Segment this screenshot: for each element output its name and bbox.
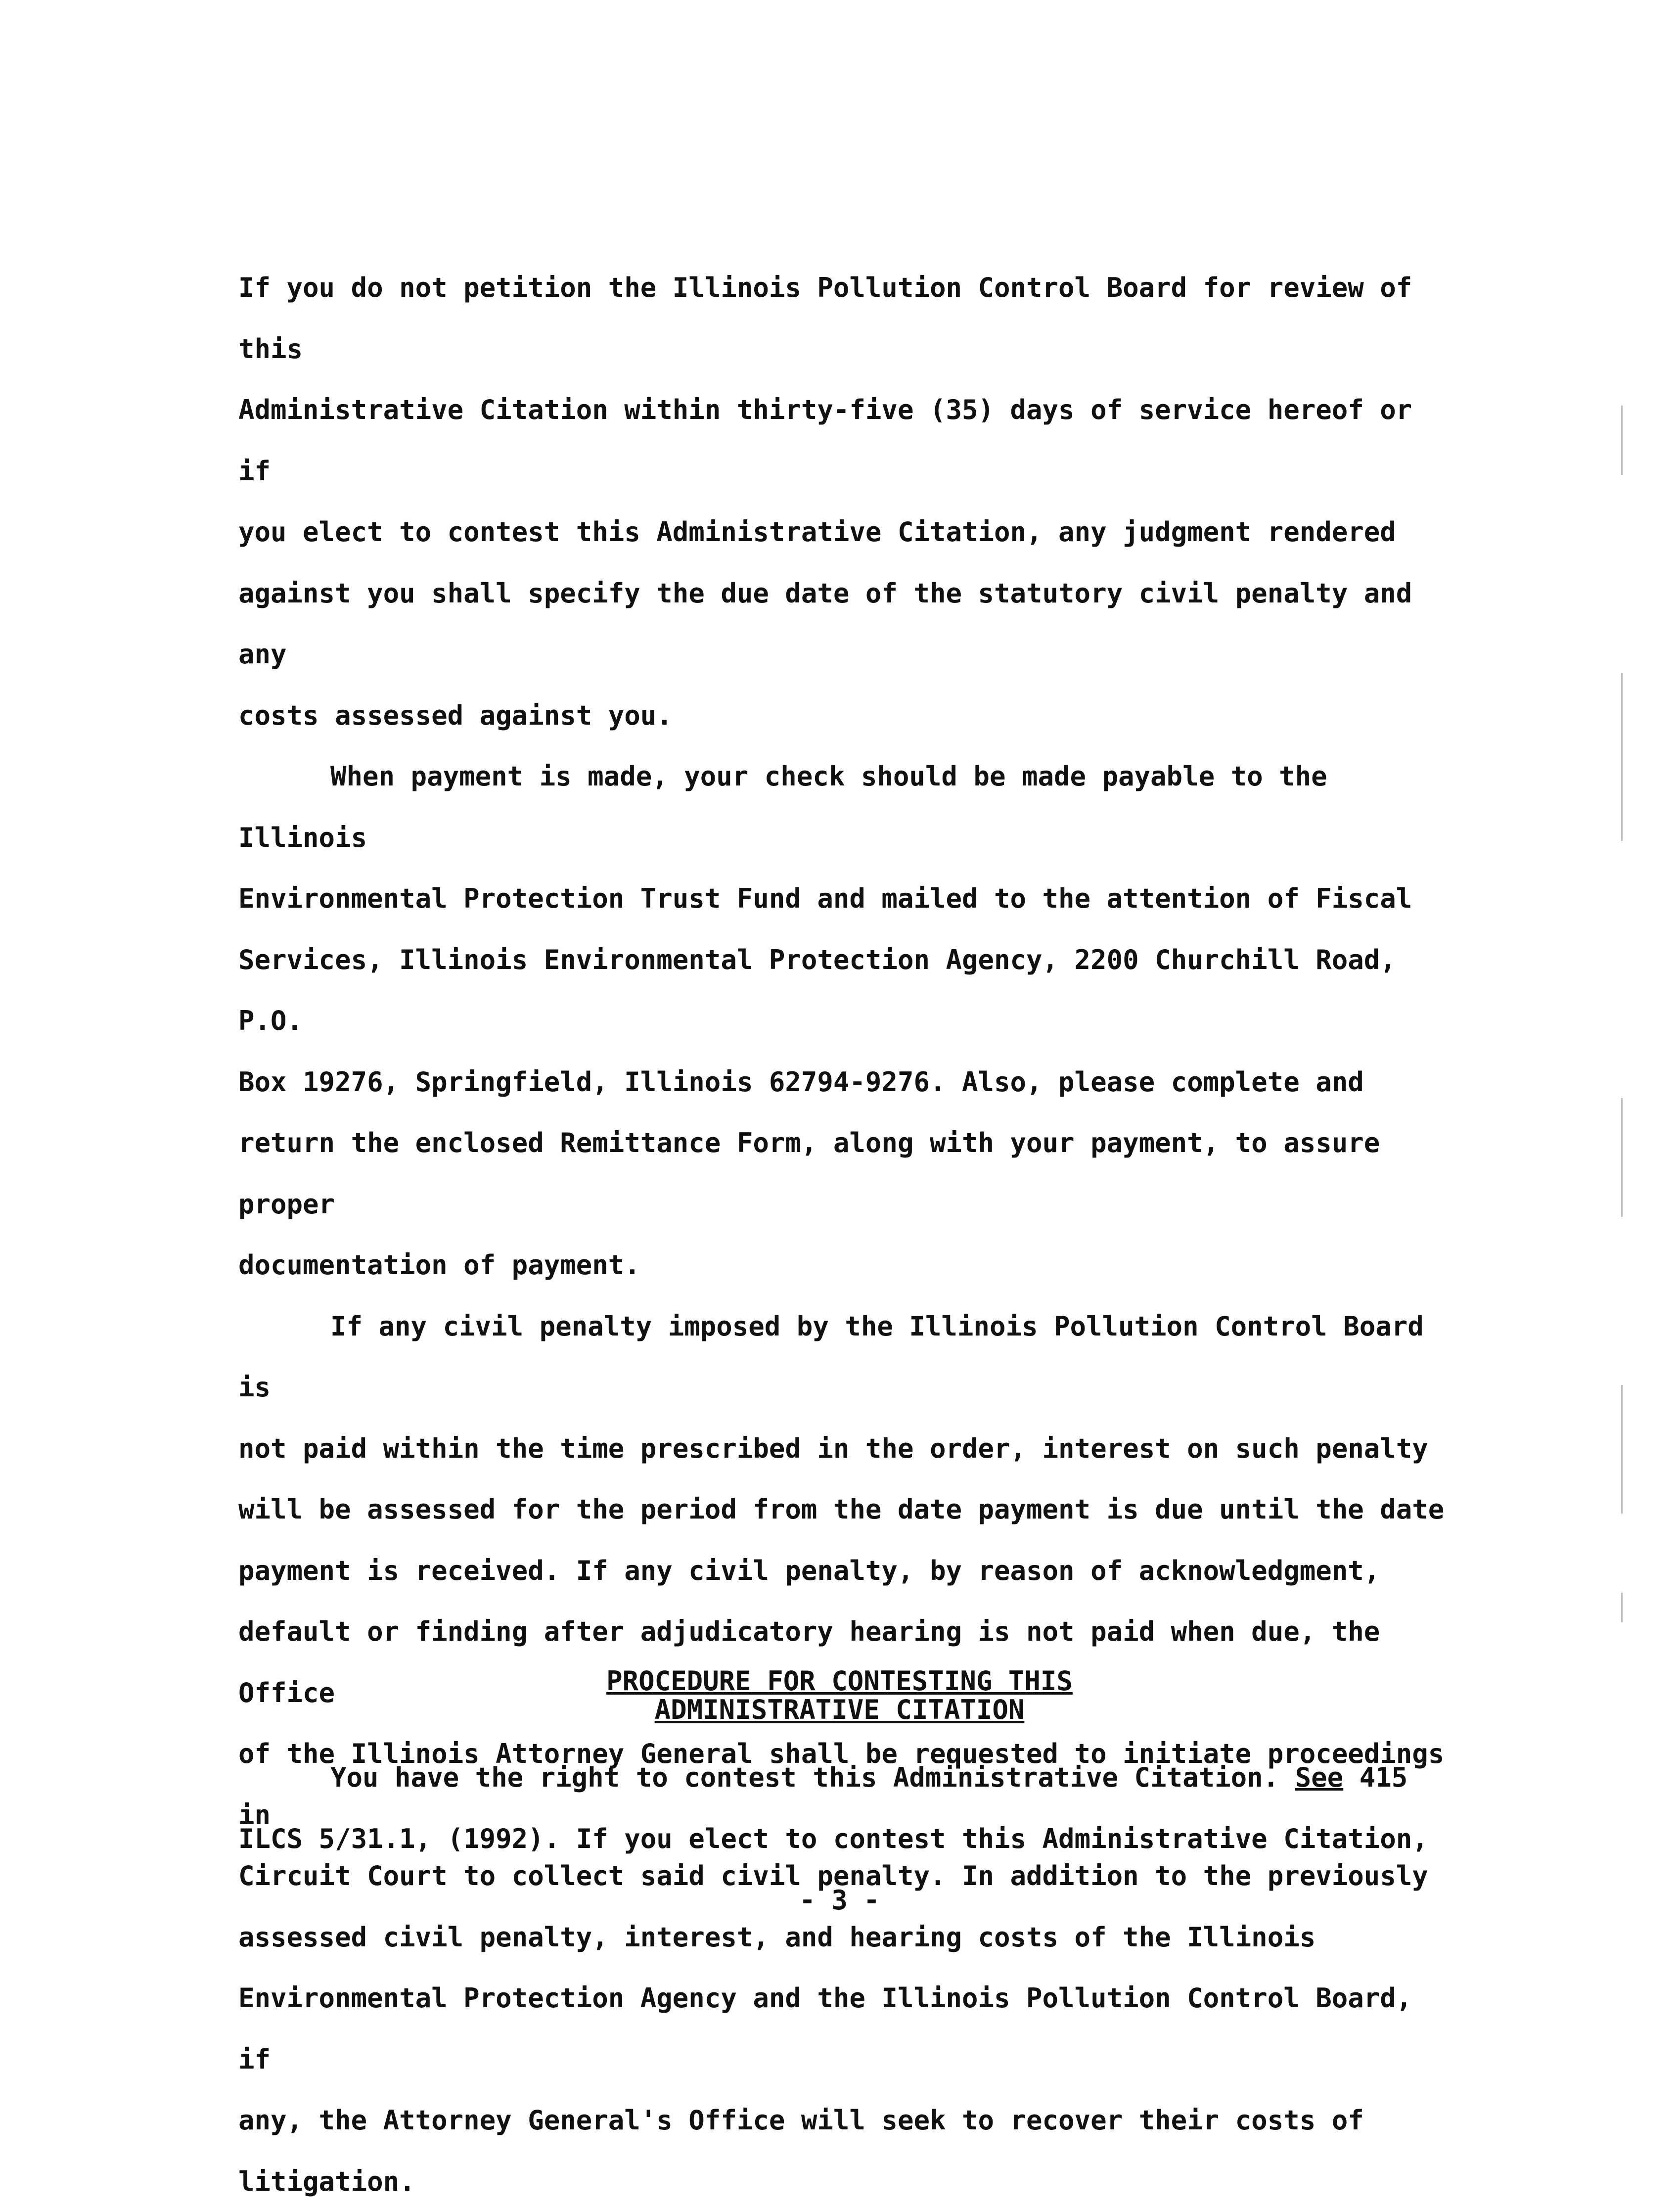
paragraph-petition-review: If you do not petition the Illinois Pollution Control Board for review of this Administrative Citation within thirty-five (35) days of service hereof or if you elect to contest this Administrative Citation, any judgment rendered against you shall specify the due date of the statutory civil penalty and any costs assessed against you. [238, 257, 1460, 746]
section-heading [0, 1667, 1679, 1724]
scan-edge-marks [1621, 396, 1624, 1781]
scan-edge-mark [1621, 406, 1623, 475]
contest-text-part-2: 415 ILCS 5/31.1, (1992). If you elect to contest this Administrative Citation, [238, 1762, 1428, 1854]
paragraph-right-to-contest [238, 1747, 1460, 1869]
scan-edge-mark [1621, 1098, 1623, 1217]
see-citation-signal: See [1295, 1762, 1344, 1793]
section-heading-line-2: ADMINISTRATIVE CITATION [0, 1696, 1679, 1724]
paragraph-civil-penalty-interest: If any civil penalty imposed by the Illinois Pollution Control Board is not paid within the time prescribed in the order, interest on such penalty will be assessed for the period from the date payment is due until the date payment is received. If any civil penalty, by reason of acknowledgment, default or finding after adjudicatory hearing is not paid when due, the Office of the Illinois Attorney General shall be requested to initiate proceedings in Circuit Court to collect said civil penalty. In addition to the previously assessed civil penalty, interest, and hearing costs of the Illinois Environmental Protection Agency and the Illinois Pollution Control Board, if any, the Attorney General's Office will seek to recover their costs of litigation. [238, 1296, 1460, 2212]
page-number: - 3 - [0, 1885, 1679, 1916]
body-text [238, 257, 1460, 2212]
scan-edge-mark [1621, 1385, 1623, 1514]
contest-text-part-1: You have the right to contest this Administrative Citation. [330, 1762, 1295, 1793]
section-heading-line-1: PROCEDURE FOR CONTESTING THIS [0, 1667, 1679, 1696]
scan-edge-mark [1621, 1593, 1623, 1622]
scan-edge-mark [1621, 673, 1623, 841]
paragraph-payment-instructions: When payment is made, your check should be made payable to the Illinois Environmental Protection Trust Fund and mailed to the attention of Fiscal Services, Illinois Environmental Protection Agency, 2200 Churchill Road, P.O. Box 19276, Springfield, Illinois 62794-9276. Also, please complete and return the enclosed Remittance Form, along with your payment, to assure proper documentation of payment. [238, 746, 1460, 1296]
